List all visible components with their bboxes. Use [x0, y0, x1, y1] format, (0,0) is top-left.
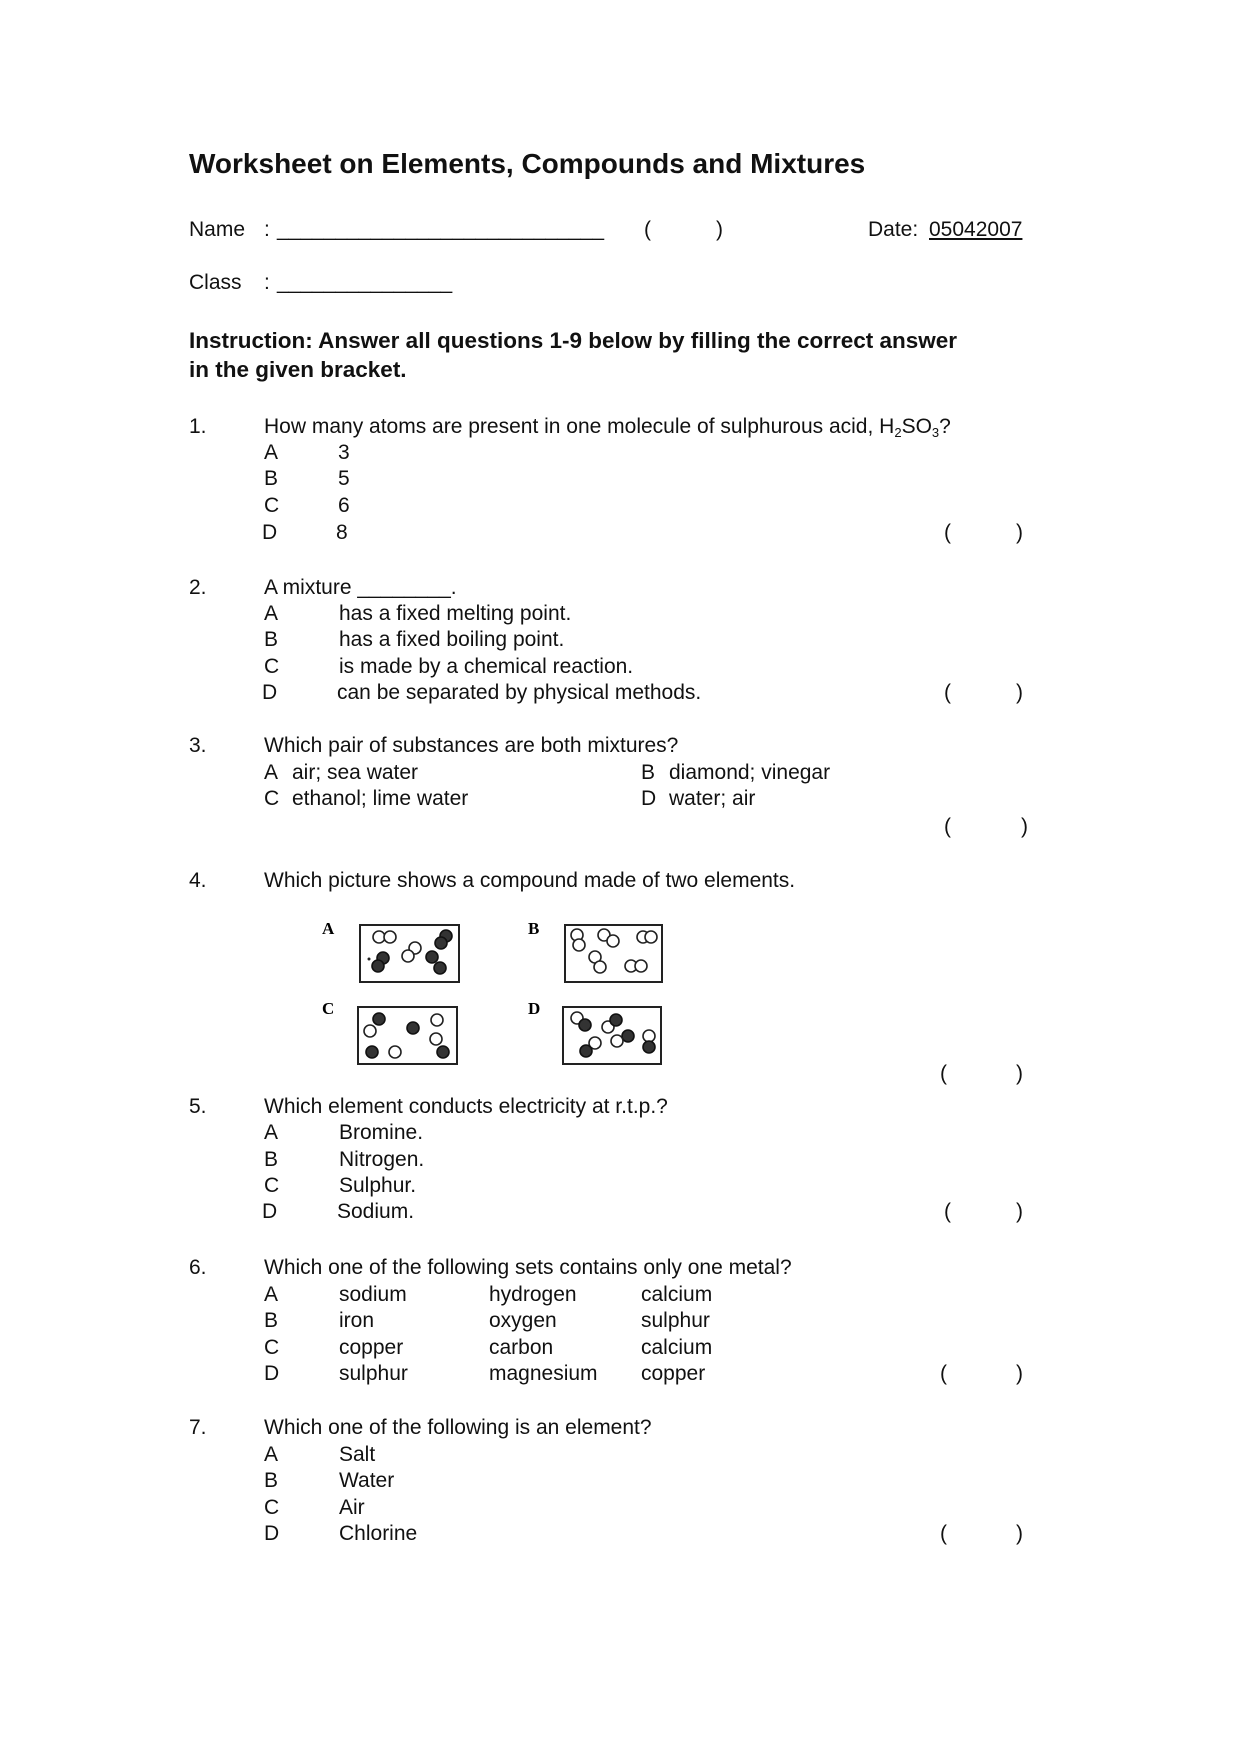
option-letter: C — [264, 1336, 280, 1359]
answer-bracket-open[interactable]: ( — [944, 521, 951, 544]
panel-label: B — [528, 919, 540, 938]
answer-bracket-open[interactable]: ( — [940, 1062, 947, 1085]
option-text: Salt — [339, 1443, 376, 1466]
particle-diagrams — [310, 915, 680, 1070]
answer-bracket-open[interactable]: ( — [944, 681, 951, 704]
question-stem: Which pair of substances are both mixtures? — [264, 734, 679, 757]
option-text: 8 — [336, 521, 348, 544]
answer-bracket-close[interactable]: ) — [1016, 1522, 1023, 1545]
option-text: Sulphur. — [339, 1174, 417, 1197]
answer-bracket-open[interactable]: ( — [944, 1200, 951, 1223]
panel-label: C — [322, 999, 335, 1018]
question-number: 7. — [189, 1416, 207, 1439]
option-letter: A — [264, 602, 279, 625]
option-text: Chlorine — [339, 1522, 418, 1545]
answer-bracket-open[interactable]: ( — [940, 1522, 947, 1545]
answer-bracket-close[interactable]: ) — [1016, 1062, 1023, 1085]
option-col-3: copper — [641, 1362, 706, 1385]
diatomic-element-diagram-icon — [571, 929, 657, 973]
panel-label: A — [322, 919, 335, 938]
diagram-panel-a — [322, 919, 459, 982]
answer-bracket-close[interactable]: ) — [1016, 1362, 1023, 1385]
option-col-1: sulphur — [339, 1362, 408, 1385]
name-label: Name — [189, 218, 246, 241]
date-value: 05042007 — [929, 218, 1023, 241]
mixture-diagram-icon — [368, 930, 453, 974]
option-text: water; air — [669, 787, 756, 810]
option-letter: C — [264, 1174, 280, 1197]
option-letter: D — [262, 521, 278, 544]
answer-bracket-close[interactable]: ) — [1016, 521, 1023, 544]
question-stem: How many atoms are present in one molecule of sulphurous acid, $H_2SO_3$? — [264, 415, 951, 440]
option-text: Air — [339, 1496, 365, 1519]
class-colon: : — [264, 271, 270, 294]
option-letter: B — [264, 1148, 279, 1171]
answer-bracket-close[interactable]: ) — [1016, 1200, 1023, 1223]
name-colon: : — [264, 218, 270, 241]
option-col-3: calcium — [641, 1283, 713, 1306]
option-letter: B — [264, 467, 279, 490]
date-label: Date: — [868, 218, 919, 241]
register-bracket-close: ) — [716, 218, 723, 241]
option-letter: D — [262, 681, 278, 704]
question-stem: Which one of the following sets contains only one metal? — [264, 1256, 792, 1279]
option-letter: D — [264, 1522, 280, 1545]
option-text: has a fixed boiling point. — [339, 628, 565, 651]
panel-label: D — [528, 999, 541, 1018]
option-text: is made by a chemical reaction. — [339, 655, 634, 678]
option-text: has a fixed melting point. — [339, 602, 572, 625]
instruction-line-2: in the given bracket. — [189, 357, 407, 382]
option-letter: A — [264, 1121, 279, 1144]
answer-bracket-open[interactable]: ( — [944, 815, 951, 838]
option-col-2: carbon — [489, 1336, 554, 1359]
question-stem: Which element conducts electricity at r.t.p.? — [264, 1095, 668, 1118]
option-letter: A — [264, 761, 279, 784]
option-letter: D — [641, 787, 657, 810]
option-text: 5 — [338, 467, 350, 490]
option-col-2: hydrogen — [489, 1283, 577, 1306]
question-stem: Which picture shows a compound made of two elements. — [264, 869, 796, 892]
answer-bracket-close[interactable]: ) — [1016, 681, 1023, 704]
option-col-3: calcium — [641, 1336, 713, 1359]
option-text: can be separated by physical methods. — [337, 681, 702, 704]
class-label: Class — [189, 271, 242, 294]
option-col-1: iron — [339, 1309, 375, 1332]
option-text: 6 — [338, 494, 350, 517]
diagram-panel-b — [528, 919, 662, 982]
question-number: 1. — [189, 415, 207, 438]
question-stem: Which one of the following is an element? — [264, 1416, 652, 1439]
option-letter: D — [262, 1200, 278, 1223]
option-letter: B — [641, 761, 656, 784]
option-letter: C — [264, 787, 280, 810]
option-col-3: sulphur — [641, 1309, 710, 1332]
option-col-1: copper — [339, 1336, 404, 1359]
option-letter: D — [264, 1362, 280, 1385]
register-bracket-open: ( — [644, 218, 651, 241]
option-text: ethanol; lime water — [292, 787, 469, 810]
option-letter: A — [264, 1283, 279, 1306]
mixed-atoms-diagram-icon — [364, 1013, 449, 1058]
option-text: air; sea water — [292, 761, 419, 784]
diagram-panel-d — [528, 999, 661, 1064]
option-col-1: sodium — [339, 1283, 407, 1306]
question-number: 6. — [189, 1256, 207, 1279]
question-number: 2. — [189, 576, 207, 599]
worksheet-title: Worksheet on Elements, Compounds and Mixtures — [189, 148, 866, 179]
question-number: 5. — [189, 1095, 207, 1118]
option-col-2: magnesium — [489, 1362, 598, 1385]
option-text: Nitrogen. — [339, 1148, 425, 1171]
question-number: 3. — [189, 734, 207, 757]
option-text: diamond; vinegar — [669, 761, 831, 784]
compound-diagram-icon — [571, 1012, 655, 1057]
option-letter: C — [264, 1496, 280, 1519]
option-text: Bromine. — [339, 1121, 424, 1144]
option-letter: B — [264, 1469, 279, 1492]
instruction-line-1: Instruction: Answer all questions 1-9 below by filling the correct answer — [189, 328, 958, 353]
class-blank[interactable]: _______________ — [277, 271, 453, 294]
question-number: 4. — [189, 869, 207, 892]
option-letter: B — [264, 628, 279, 651]
answer-bracket-open[interactable]: ( — [940, 1362, 947, 1385]
option-letter: A — [264, 441, 279, 464]
option-text: Sodium. — [337, 1200, 415, 1223]
option-letter: C — [264, 655, 280, 678]
question-stem: A mixture ________. — [264, 576, 457, 599]
option-col-2: oxygen — [489, 1309, 557, 1332]
answer-bracket-close[interactable]: ) — [1021, 815, 1028, 838]
option-text: 3 — [338, 441, 350, 464]
diagram-panel-c — [322, 999, 457, 1064]
option-letter: B — [264, 1309, 279, 1332]
option-letter: A — [264, 1443, 279, 1466]
option-letter: C — [264, 494, 280, 517]
name-blank[interactable]: ____________________________ — [277, 218, 605, 241]
option-text: Water — [339, 1469, 395, 1492]
